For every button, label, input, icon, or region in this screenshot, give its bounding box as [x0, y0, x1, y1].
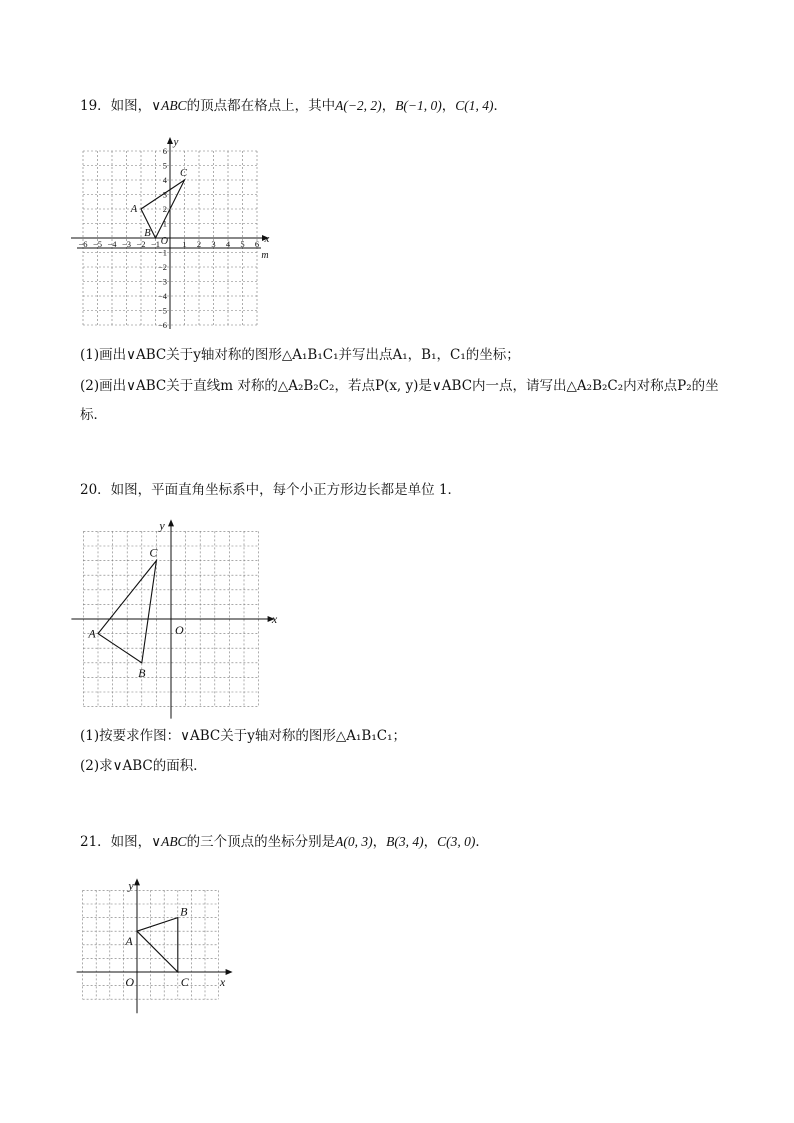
- q19-stem-mid: 的顶点都在格点上，其中: [186, 98, 336, 114]
- q19-stem: [80, 96, 507, 116]
- q19-y-tick: −2: [157, 262, 167, 272]
- q19-y-tick: 1: [162, 218, 167, 229]
- q21-triangle: ∨ABC: [151, 834, 187, 849]
- q19-y-tick: 3: [162, 189, 167, 200]
- q19-coordinate-grid: [70, 130, 285, 335]
- q20-axes: [71, 518, 278, 718]
- q21-point-b: B(3, 4): [386, 834, 424, 849]
- q19-x-tick: −5: [92, 239, 103, 249]
- q19-x-tick: 5: [240, 239, 245, 249]
- q19-x-label: x: [264, 233, 270, 245]
- q19-origin-label: O: [160, 236, 168, 247]
- q20-part2: (2)求∨ABC的面积．: [80, 758, 207, 774]
- q20-vertex-a: A: [88, 626, 96, 641]
- q19-y-label: y: [173, 136, 179, 148]
- q21-end: ．: [475, 834, 489, 850]
- q21-point-a: A(0, 3): [335, 834, 373, 849]
- q19-y-tick: 5: [162, 160, 167, 171]
- q19-vertex-a: A: [130, 204, 138, 215]
- q21-vertex-c: C: [180, 975, 189, 989]
- q20-vertex-c: C: [149, 545, 158, 560]
- q19-y-tick: 4: [162, 175, 167, 185]
- q19-line-m-label: m: [261, 250, 269, 261]
- q21-stem: [80, 832, 489, 852]
- q19-y-tick: 2: [162, 204, 167, 214]
- q20-y-label: y: [159, 518, 165, 533]
- q21-x-label: x: [219, 975, 226, 989]
- q19-x-tick: −1: [150, 239, 161, 249]
- q19-point-a: A(−2, 2): [335, 98, 382, 113]
- q19-y-tick: 6: [162, 146, 167, 156]
- q20-y-arrow: [168, 519, 174, 526]
- q21-x-arrow: [226, 969, 233, 975]
- q19-part1: (1)画出∨ABC关于y轴对称的图形△A₁B₁C₁并写出点A₁，B₁，C₁的坐标；: [80, 347, 520, 363]
- q21-sep-1: ，: [372, 834, 387, 850]
- q21-origin-label: O: [125, 975, 134, 989]
- q19-x-tick: −3: [121, 239, 132, 249]
- q19-vertex-c: C: [179, 168, 188, 179]
- q19-y-tick: −3: [157, 276, 167, 287]
- q19-end: ．: [493, 98, 508, 114]
- q20-figure: [70, 508, 280, 724]
- q21-axes: [77, 878, 233, 1013]
- q20-vertex-b: B: [138, 665, 146, 680]
- q20-x-label: x: [271, 612, 278, 626]
- q21-triangle-shape: [124, 905, 189, 989]
- q19-x-tick: 2: [196, 239, 202, 249]
- q20-stem: 20．如图，平面直角坐标系中，每个小正方形边长都是单位 1．: [80, 482, 462, 498]
- q19-y-tick: −6: [157, 320, 167, 330]
- q21-stem-pre: 21．如图，: [80, 834, 152, 850]
- q21-coordinate-grid: [70, 858, 235, 1026]
- q21-figure: [70, 858, 235, 1030]
- q21-vertex-b: B: [180, 904, 188, 919]
- q19-point-b: B(−1, 0): [395, 98, 442, 113]
- q19-point-c: C(1, 4): [455, 98, 494, 113]
- q19-sep-2: ，: [441, 98, 456, 114]
- q20-coordinate-grid: [70, 508, 280, 720]
- q19-triangle: ∨ABC: [151, 98, 187, 113]
- q20-part1: (1)按要求作图：∨ABC关于y轴对称的图形△A₁B₁C₁；: [80, 728, 406, 744]
- q19-x-tick: −2: [136, 239, 146, 249]
- q21-sep-2: ，: [423, 834, 438, 850]
- q21-y-arrow: [134, 878, 140, 885]
- q19-axes: [71, 136, 270, 329]
- q21-vertex-a: A: [125, 934, 133, 949]
- q19-x-tick: 1: [182, 239, 187, 249]
- q19-x-tick: −6: [78, 239, 88, 249]
- q19-sep-1: ，: [381, 98, 396, 114]
- q19-figure: [70, 130, 285, 339]
- q19-x-tick: 4: [225, 239, 231, 249]
- q19-y-tick: −5: [157, 305, 167, 316]
- q19-part2-line2: 标．: [80, 407, 107, 423]
- q19-triangle-shape: [130, 168, 188, 239]
- q19-y-tick: −1: [157, 247, 167, 258]
- q19-part2-line1: (2)画出∨ABC关于直线m 对称的△A₂B₂C₂，若点P(x, y)是∨ABC内一点，请写出△A₂B₂C₂内对称点P₂的坐: [80, 378, 719, 394]
- q19-y-arrow: [167, 137, 173, 144]
- q19-stem-pre: 19．如图，: [80, 98, 152, 114]
- q19-x-tick: 6: [254, 239, 260, 249]
- q19-x-tick: −4: [107, 239, 117, 249]
- q21-point-c: C(3, 0): [437, 834, 476, 849]
- q20-origin-label: O: [175, 623, 184, 637]
- q19-vertex-b: B: [144, 228, 151, 239]
- q21-stem-mid: 的三个顶点的坐标分别是: [186, 834, 336, 850]
- q19-y-tick: −4: [157, 291, 167, 301]
- q21-y-label: y: [128, 878, 134, 893]
- q19-x-tick: 3: [211, 239, 216, 249]
